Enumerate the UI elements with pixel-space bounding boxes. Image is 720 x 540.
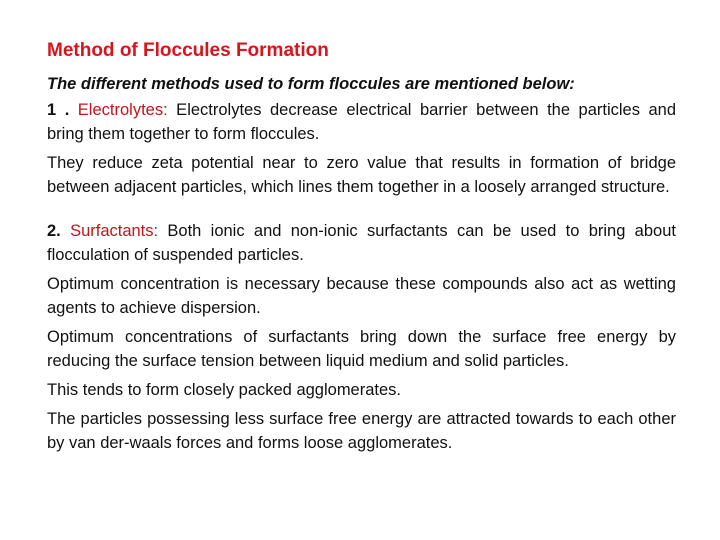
surfactants-paragraph: [47, 219, 676, 267]
optimum-concentration-paragraph: Optimum concentration is necessary because these compounds also act as wetting agents to achieve dispersion.: [47, 275, 676, 317]
electrolytes-text: Electrolytes decrease electrical barrier between the particles and bring them together to form floccules.: [47, 101, 677, 143]
zeta-potential-paragraph: They reduce zeta potential near to zero value that results in formation of bridge between adjacent particles, which lines them together in a loosely arranged structure.: [47, 154, 676, 196]
electrolytes-keyword: Electrolytes:: [77, 101, 168, 119]
surfactants-text: Both ionic and non-ionic surfactants can be used to bring about flocculation of suspended particles.: [47, 222, 676, 264]
section-number-1: 1 .: [47, 101, 78, 119]
slide-content: [47, 38, 676, 460]
intro-text: The different methods used to form floccules are mentioned below:: [47, 75, 575, 93]
surface-energy-paragraph: Optimum concentrations of surfactants bring down the surface free energy by reducing the surface tension between liquid medium and solid particles.: [47, 328, 676, 370]
surfactants-keyword: Surfactants:: [70, 222, 159, 240]
electrolytes-paragraph: [47, 98, 676, 146]
agglomerates-paragraph: This tends to form closely packed agglomerates.: [47, 381, 402, 399]
slide-title: Method of Floccules Formation: [47, 40, 329, 61]
van-der-waals-paragraph: The particles possessing less surface free energy are attracted towards to each other by van der-waals forces and forms loose agglomerates.: [47, 410, 676, 452]
section-number-2: 2.: [47, 222, 71, 240]
